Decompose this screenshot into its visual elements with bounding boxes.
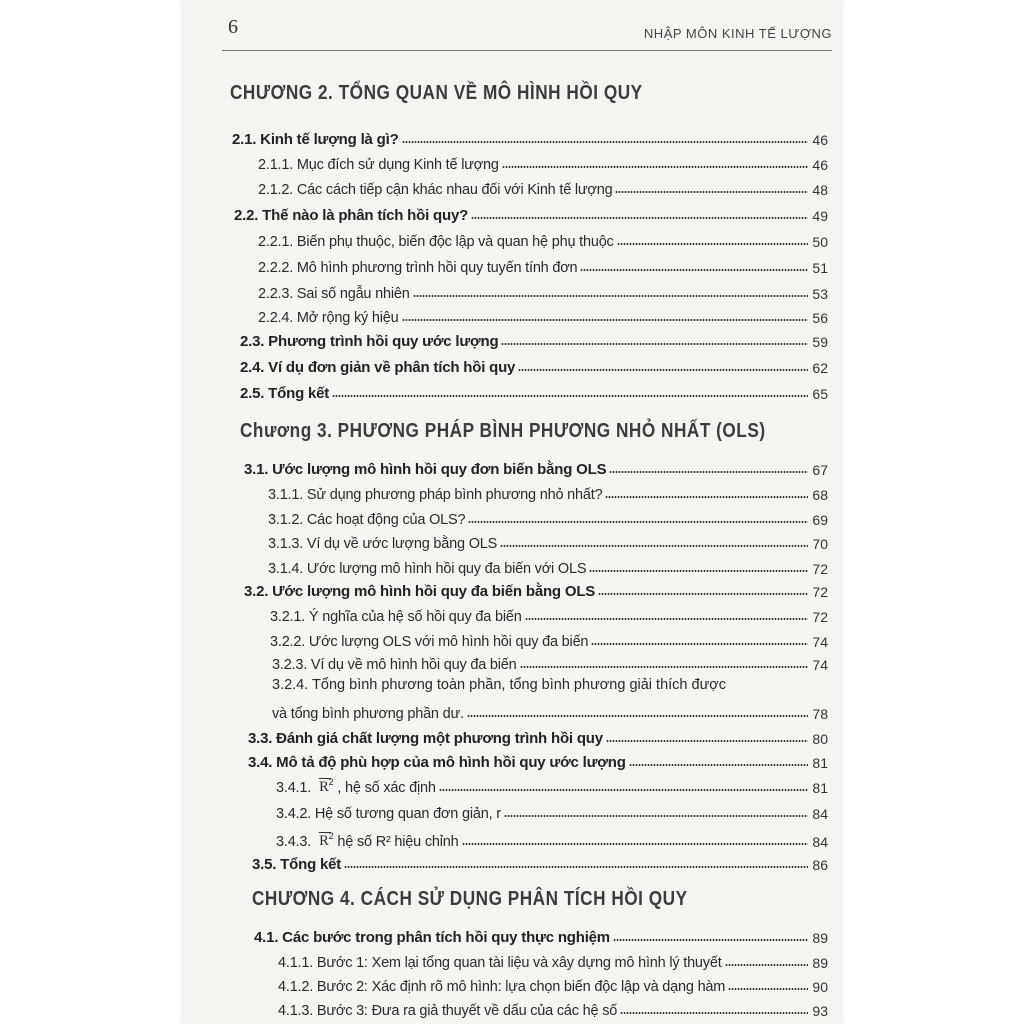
dot-leader — [629, 764, 809, 766]
overbar-mark — [319, 778, 331, 779]
toc-subsection-entry[interactable] — [258, 280, 828, 302]
toc-entry-title: 3.4. Mô tả độ phù hợp của mô hình hồi quy ước lượng — [248, 754, 626, 771]
dot-leader — [413, 295, 809, 297]
toc-entry-title: 3.1. Ước lượng mô hình hồi quy đơn biến bằng OLS — [244, 461, 607, 478]
dot-leader — [502, 166, 809, 168]
dot-leader — [344, 866, 808, 868]
toc-subsection-entry[interactable] — [278, 997, 828, 1019]
book-page — [182, 0, 842, 1024]
toc-page-number: 46 — [812, 157, 828, 173]
toc-page-number: 81 — [812, 780, 828, 796]
toc-entry-title: 2.2.4. Mở rộng ký hiệu — [258, 310, 399, 326]
page-number: 6 — [228, 16, 238, 38]
toc-subsection-entry[interactable] — [258, 254, 828, 276]
toc-entry-title: 4.1.1. Bước 1: Xem lại tổng quan tài liệu và xây dựng mô hình lý thuyết — [278, 955, 722, 971]
dot-leader — [620, 1012, 808, 1014]
toc-page-number: 68 — [812, 487, 828, 503]
dot-leader — [589, 570, 808, 572]
dot-leader — [332, 395, 808, 397]
toc-subsection-entry[interactable] — [270, 628, 828, 650]
toc-entry-title: 2.2.2. Mô hình phương trình hồi quy tuyến tính đơn — [258, 260, 578, 276]
chapter2-title: CHƯƠNG 2. TỔNG QUAN VỀ MÔ HÌNH HỒI QUY — [230, 82, 643, 104]
dot-leader — [500, 545, 808, 547]
dot-leader — [471, 217, 808, 219]
dot-leader — [617, 243, 809, 245]
toc-page-number: 62 — [812, 360, 828, 376]
toc-entry-text: 3.2.4. Tổng bình phương toàn phần, tổng bình phương giải thích được — [272, 677, 727, 693]
toc-page-number: 65 — [812, 386, 828, 402]
toc-entry-title: 2.5. Tổng kết — [240, 385, 330, 402]
toc-section-entry[interactable] — [248, 725, 828, 747]
toc-subsection-entry[interactable] — [276, 800, 828, 822]
overbar-mark — [319, 832, 331, 833]
toc-section-entry[interactable] — [240, 328, 828, 350]
dot-leader — [605, 496, 808, 498]
toc-subsection-entry[interactable] — [276, 828, 828, 850]
toc-section-entry[interactable] — [254, 924, 828, 946]
toc-entry-title: 4.1.2. Bước 2: Xác định rõ mô hình: lựa chọn biến độc lập và dạng hàm — [278, 979, 726, 995]
toc-page-number: 74 — [812, 634, 828, 650]
toc-subsection-entry[interactable] — [258, 151, 828, 173]
toc-subsection-entry[interactable] — [268, 506, 828, 528]
toc-page-number: 72 — [812, 584, 828, 600]
toc-entry-title: 2.4. Ví dụ đơn giản về phân tích hồi quy — [240, 359, 516, 376]
table-of-contents — [182, 0, 842, 1024]
toc-subsection-entry[interactable] — [258, 176, 828, 198]
toc-page-number: 48 — [812, 182, 828, 198]
toc-page-number: 59 — [812, 334, 828, 350]
toc-entry-title: 2.2.1. Biến phụ thuộc, biến độc lập và quan hệ phụ thuộc — [258, 234, 614, 250]
toc-entry-title: 2.1. Kinh tế lượng là gì? — [232, 131, 399, 148]
toc-page-number: 93 — [812, 1003, 828, 1019]
toc-entry-title: 3.1.1. Sử dụng phương pháp bình phương nhỏ nhất? — [268, 487, 603, 503]
toc-entry-title: 2.3. Phương trình hồi quy ước lượng — [240, 333, 499, 350]
toc-entry-title: 3.4.2. Hệ số tương quan đơn giản, r — [276, 806, 501, 822]
toc-entry-title: 3.2.3. Ví dụ về mô hình hồi quy đa biến — [272, 657, 517, 673]
toc-section-entry[interactable] — [244, 578, 828, 600]
symbol-superscript: 2 — [328, 831, 334, 842]
toc-entry-title: 3.2.2. Ước lượng OLS với mô hình hồi quy đa biến — [270, 634, 589, 650]
toc-section-entry[interactable] — [252, 851, 828, 873]
dot-leader — [501, 343, 808, 345]
toc-page-number: 49 — [812, 208, 828, 224]
r-squared-bar-symbol — [319, 777, 333, 796]
toc-entry-title: 3.2. Ước lượng mô hình hồi quy đa biến bằng OLS — [244, 583, 596, 600]
toc-page-number: 51 — [812, 260, 828, 276]
toc-entry-title: 3.4.1. — [276, 780, 312, 796]
toc-entry-title: 3.1.4. Ước lượng mô hình hồi quy đa biến với OLS — [268, 561, 587, 577]
r-squared-bar-symbol — [319, 831, 333, 850]
dot-leader — [520, 666, 809, 668]
dot-leader — [402, 319, 809, 321]
toc-page-number: 69 — [812, 512, 828, 528]
toc-page-number: 46 — [812, 132, 828, 148]
toc-subsection-entry[interactable] — [272, 651, 828, 673]
toc-entry-title: 4.1. Các bước trong phân tích hồi quy thực nghiệm — [254, 929, 610, 946]
toc-page-number: 78 — [812, 706, 828, 722]
toc-page-number: 74 — [812, 657, 828, 673]
toc-page-number: 50 — [812, 234, 828, 250]
toc-page-number: 81 — [812, 755, 828, 771]
dot-leader — [728, 988, 808, 990]
dot-leader — [467, 715, 809, 717]
toc-subsection-entry[interactable] — [268, 481, 828, 503]
toc-entry-title: 2.1.2. Các cách tiếp cận khác nhau đối với Kinh tế lượng — [258, 182, 613, 198]
dot-leader — [525, 618, 809, 620]
toc-subsection-entry[interactable] — [276, 774, 828, 796]
dot-leader — [518, 369, 808, 371]
toc-entry-title: 3.1.2. Các hoạt động của OLS? — [268, 512, 466, 528]
dot-leader — [725, 964, 809, 966]
dot-leader — [609, 471, 808, 473]
toc-section-entry[interactable] — [232, 126, 828, 148]
toc-page-number: 80 — [812, 731, 828, 747]
toc-page-number: 89 — [812, 930, 828, 946]
dot-leader — [439, 789, 809, 791]
toc-subsection-entry[interactable] — [258, 304, 828, 326]
toc-page-number: 72 — [812, 561, 828, 577]
toc-entry-title: 4.1.3. Bước 3: Đưa ra giả thuyết về dấu của các hệ số — [278, 1003, 618, 1019]
toc-entry-title: 3.3. Đánh giá chất lượng một phương trình hồi quy — [248, 730, 603, 747]
dot-leader — [598, 593, 808, 595]
toc-entry-title-rest: , hệ số xác định — [337, 780, 436, 796]
toc-section-entry[interactable] — [234, 202, 828, 224]
toc-page-number: 72 — [812, 609, 828, 625]
dot-leader — [615, 191, 808, 193]
toc-section-entry[interactable] — [248, 749, 828, 771]
toc-page-number: 67 — [812, 462, 828, 478]
toc-entry-title: và tổng bình phương phần dư. — [272, 706, 464, 722]
toc-entry-title: 3.2.1. Ý nghĩa của hệ số hồi quy đa biến — [270, 609, 522, 625]
running-title: NHẬP MÔN KINH TẾ LƯỢNG — [643, 26, 832, 41]
dot-leader — [613, 939, 808, 941]
symbol-letter: R — [319, 779, 329, 795]
toc-section-entry[interactable] — [240, 380, 828, 402]
dot-leader — [468, 521, 808, 523]
dot-leader — [504, 815, 809, 817]
dot-leader — [462, 843, 809, 845]
toc-page-number: 90 — [812, 979, 828, 995]
toc-entry-title: 3.1.3. Ví dụ về ước lượng bằng OLS — [268, 536, 498, 552]
toc-subsection-entry[interactable] — [268, 530, 828, 552]
toc-page-number: 86 — [812, 857, 828, 873]
toc-subsection-entry[interactable] — [268, 555, 828, 577]
toc-section-entry[interactable] — [240, 354, 828, 376]
chapter4-title: CHƯƠNG 4. CÁCH SỬ DỤNG PHÂN TÍCH HỒI QUY — [252, 888, 688, 910]
toc-subsection-entry[interactable] — [258, 228, 828, 250]
toc-page-number: 89 — [812, 955, 828, 971]
toc-page-number: 53 — [812, 286, 828, 302]
toc-entry-title: 2.1.1. Mục đích sử dụng Kinh tế lượng — [258, 157, 499, 173]
toc-entry-title: 2.2. Thế nào là phân tích hồi quy? — [234, 207, 469, 224]
dot-leader — [606, 740, 809, 742]
toc-section-entry[interactable] — [244, 456, 828, 478]
toc-page-number: 56 — [812, 310, 828, 326]
symbol-superscript: 2 — [328, 777, 334, 788]
toc-subsection-entry[interactable] — [278, 973, 828, 995]
toc-page-number: 84 — [812, 806, 828, 822]
symbol-letter: R — [319, 833, 329, 849]
toc-entry-title: 3.5. Tổng kết — [252, 856, 342, 873]
toc-page-number: 70 — [812, 536, 828, 552]
toc-subsection-entry[interactable] — [278, 949, 828, 971]
dot-leader — [402, 141, 809, 143]
chapter3-title: Chương 3. PHƯƠNG PHÁP BÌNH PHƯƠNG NHỎ NHẤT (OLS) — [240, 420, 766, 442]
toc-page-number: 84 — [812, 834, 828, 850]
toc-entry-title: 3.4.3. — [276, 834, 312, 850]
toc-subsection-entry[interactable] — [270, 603, 828, 625]
toc-entry-title-rest: hệ số R² hiệu chỉnh — [337, 834, 459, 850]
dot-leader — [580, 269, 808, 271]
dot-leader — [591, 643, 808, 645]
toc-subsection-entry[interactable] — [272, 700, 828, 722]
toc-entry-title: 2.2.3. Sai số ngẫu nhiên — [258, 286, 410, 302]
